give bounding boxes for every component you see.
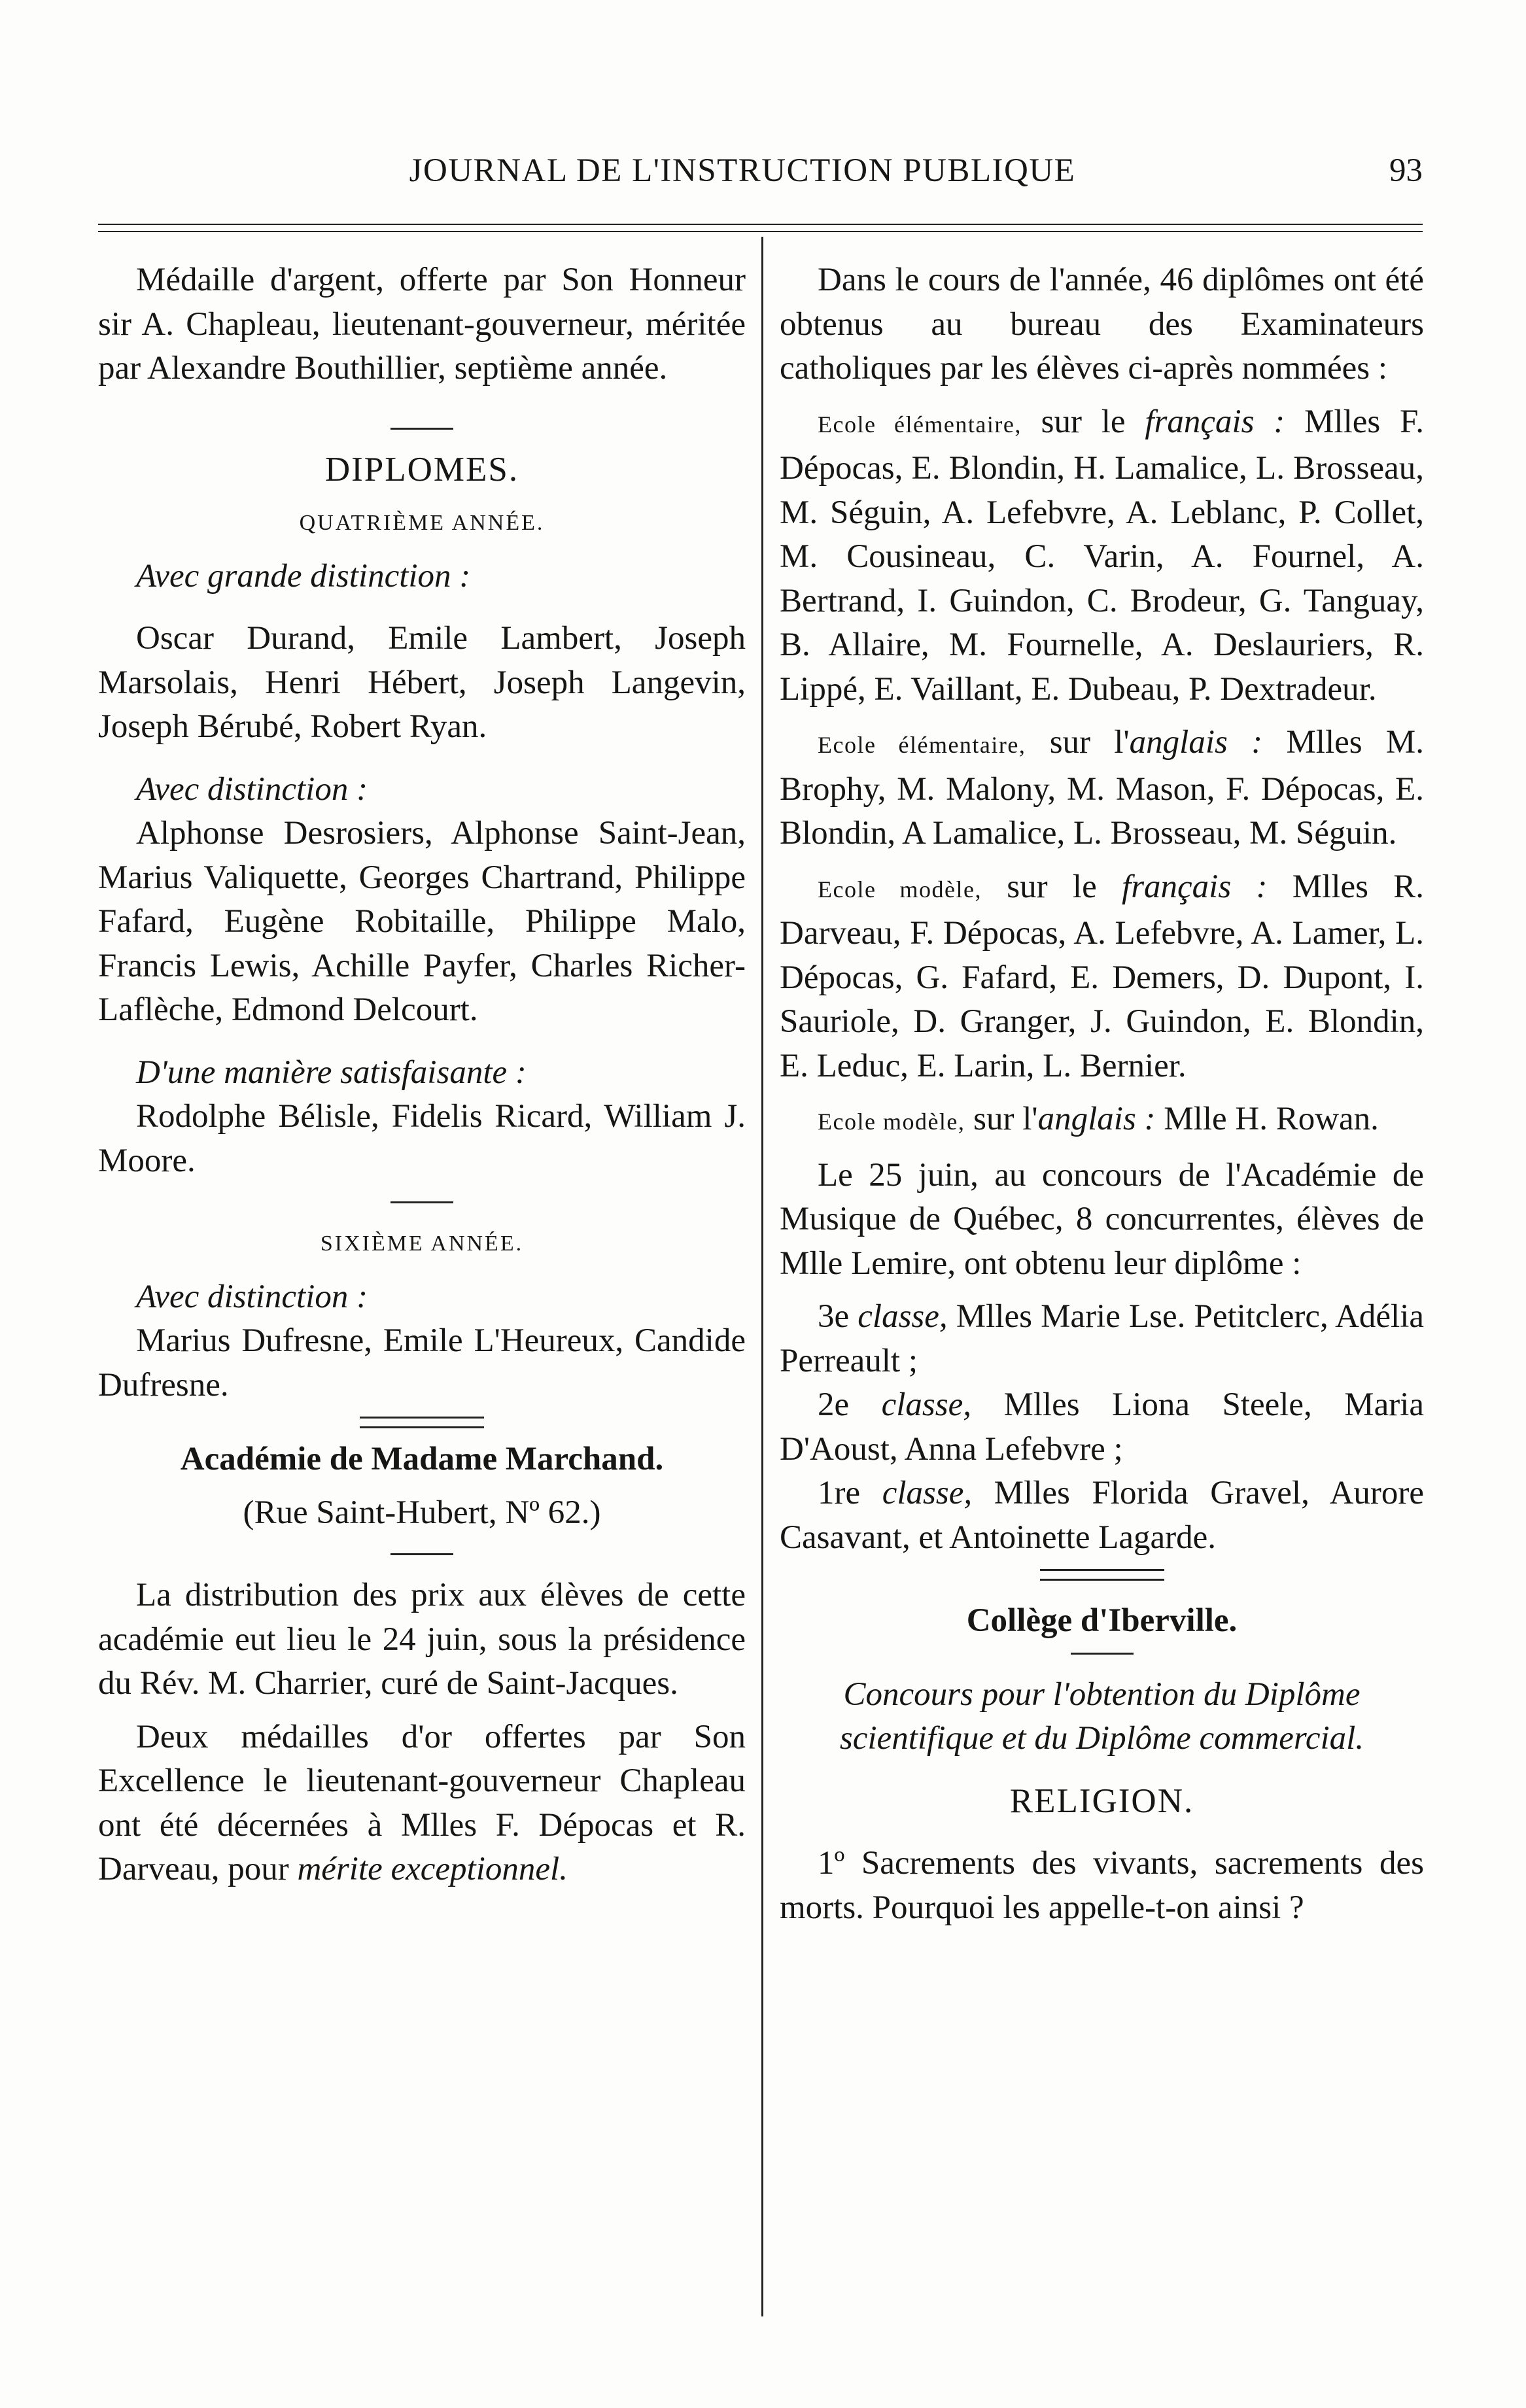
grande-distinction-names: Oscar Durand, Emile Lambert, Joseph Marsolais, Henri Hébert, Joseph Langevin, Joseph Bérubé, Robert Ryan. [98, 620, 746, 745]
section-rule [390, 428, 453, 430]
ecole-modele-anglais-names: Mlle H. Rowan. [1164, 1101, 1379, 1137]
section-double-rule [360, 1417, 484, 1428]
ecole-elementaire-anglais: Ecole élémentaire, sur l'anglais : Mlles M. Brophy, M. Malony, M. Mason, F. Dépocas, E. Blondin, A Lamalice, L. Brosseau, M. Séguin. [780, 724, 1424, 851]
ecole-modele-francais: Ecole modèle, sur le français : Mlles R. Darveau, F. Dépocas, A. Lefebvre, A. Lamer, L. Dépocas, G. Fafard, E. Demers, D. Dupont, I. Sauriole, D. Granger, J. Guindon, E. Blondin, E. Leduc, E. Larin, L. Bernier. [780, 868, 1425, 1084]
quatrieme-annee-heading: QUATRIÈME ANNÉE. [299, 511, 545, 535]
ecole-elementaire-anglais-names: Mlles M. Brophy, M. Malony, M. Mason, F. Dépocas, E. Blondin, A Lamalice, L. Brosseau, M. Séguin. [780, 724, 1424, 851]
right-column [780, 258, 1424, 1930]
sixieme-distinction-label: Avec distinction : [136, 1278, 368, 1315]
section-double-rule [1040, 1569, 1164, 1581]
section-rule [390, 1553, 453, 1555]
paragraph-medailles-or [98, 1715, 746, 1892]
premiere-classe: 1re classe, Mlles Florida Gravel, Aurore Casavant, et Antoinette Lagarde. [780, 1475, 1425, 1556]
concours-diplome-subtitle: Concours pour l'obtention du Diplôme scientifique et du Diplôme commercial. [839, 1676, 1364, 1757]
header-double-rule [98, 224, 1423, 232]
merite-exceptionnel: mérite exceptionnel. [297, 1851, 568, 1887]
paragraph-cours-annee: Dans le cours de l'année, 46 diplômes ont été obtenus au bureau des Examinateurs catholiques par les élèves ci-après nommées : [780, 262, 1424, 387]
ecole-modele-anglais: Ecole modèle, sur l'anglais : Mlle H. Rowan. [818, 1101, 1379, 1137]
paragraph-distribution: La distribution des prix aux élèves de cette académie eut lieu le 24 juin, sous la présidence du Rév. M. Charrier, curé de Saint-Jacques. [98, 1577, 746, 1702]
paragraph-medaille-argent: Médaille d'argent, offerte par Son Honneur sir A. Chapleau, lieutenant-gouverneur, méritée par Alexandre Bouthillier, septième année. [98, 262, 746, 387]
journal-title: JOURNAL DE L'INSTRUCTION PUBLIQUE [409, 152, 1076, 189]
academie-heading: Académie de Madame Marchand. [180, 1441, 664, 1477]
paragraph-concours-musique: Le 25 juin, au concours de l'Académie de Musique de Québec, 8 concurrentes, élèves de Mlle Lemire, ont obtenu leur diplôme : [780, 1156, 1424, 1282]
grande-distinction-label: Avec grande distinction : [136, 557, 471, 594]
deuxieme-classe: 2e classe, Mlles Liona Steele, Maria D'Aoust, Anna Lefebvre ; [780, 1386, 1425, 1468]
religion-heading: RELIGION. [1009, 1781, 1194, 1820]
section-rule [390, 1201, 453, 1203]
question-1: 1º Sacrements des vivants, sacrements des morts. Pourquoi les appelle-t-on ainsi ? [780, 1845, 1424, 1926]
column-divider [761, 237, 763, 2316]
running-header [98, 145, 1423, 198]
diplomes-heading: DIPLOMES. [324, 450, 519, 489]
ecole-elementaire-francais-names: Mlles F. Dépocas, E. Blondin, H. Lamalice, L. Brosseau, M. Séguin, A. Lefebvre, A. Leblanc, P. Collet, M. Cousineau, C. Varin, A. Fournel, A. Bertrand, I. Guindon, C. Brodeur, G. Tanguay, B. Allaire, M. Fournelle, A. Deslauriers, R. Lippé, E. Vaillant, E. Dubeau, P. Dextradeur. [780, 403, 1425, 708]
satisfaisante-label: D'une manière satisfaisante : [136, 1054, 527, 1091]
ecole-elementaire-label: Ecole élémentaire, [818, 411, 1022, 438]
page-number: 93 [1389, 152, 1423, 189]
troisieme-classe: 3e classe, Mlles Marie Lse. Petitclerc, Adélia Perreault ; [780, 1298, 1425, 1379]
ecole-modele-francais-names: Mlles R. Darveau, F. Dépocas, A. Lefebvre, A. Lamer, L. Dépocas, G. Fafard, E. Demers, D. Dupont, I. Sauriole, D. Granger, J. Guindon, E. Blondin, E. Leduc, E. Larin, L. Bernier. [780, 868, 1425, 1084]
academie-address: (Rue Saint-Hubert, Nº 62.) [243, 1494, 601, 1531]
distinction-names: Alphonse Desrosiers, Alphonse Saint-Jean, Marius Valiquette, Georges Chartrand, Philippe Fafard, Eugène Robitaille, Philippe Malo, Francis Lewis, Achille Payfer, Charles Richer-Laflèche, Edmond Delcourt. [98, 815, 746, 1028]
medailles-or-text: Deux médailles d'or offertes par Son Excellence le lieutenant-gouverneur Chapleau ont été décernées à Mlles F. Dépocas et R. Darveau, pour [98, 1718, 746, 1887]
college-iberville-heading: Collège d'Iberville. [966, 1602, 1238, 1639]
left-column [98, 258, 746, 1892]
satisfaisante-names: Rodolphe Bélisle, Fidelis Ricard, William J. Moore. [98, 1098, 746, 1179]
sixieme-annee-heading: SIXIÈME ANNÉE. [320, 1231, 524, 1256]
distinction-label: Avec distinction : [136, 770, 368, 808]
ecole-elementaire-francais: Ecole élémentaire, sur le français : Mlles F. Dépocas, E. Blondin, H. Lamalice, L. Brosseau, M. Séguin, A. Lefebvre, A. Leblanc, P. Collet, M. Cousineau, C. Varin, A. Fournel, A. Bertrand, I. Guindon, C. Brodeur, G. Tanguay, B. Allaire, M. Fournelle, A. Deslauriers, R. Lippé, E. Vaillant, E. Dubeau, P. Dextradeur. [780, 403, 1425, 708]
section-rule [1071, 1653, 1134, 1655]
sixieme-distinction-names: Marius Dufresne, Emile L'Heureux, Candide Dufresne. [98, 1322, 746, 1403]
